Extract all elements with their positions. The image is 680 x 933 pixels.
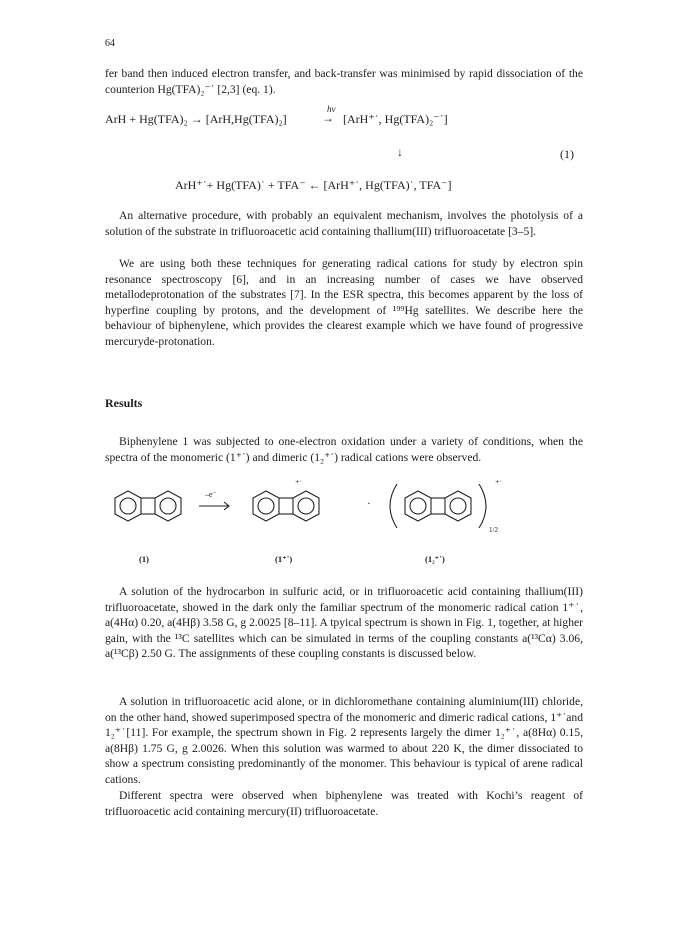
intro-paragraph: fer band then induced electron transfer, and back-transfer was minimised by rapid dissociation of the counterion Hg(TFA)₂⁻˙ [2,3] (eq. 1).: [105, 67, 583, 96]
structure-label-2: (1⁺˙): [275, 554, 293, 564]
equation-down-arrow: ↓: [397, 145, 403, 159]
equation-hv-label: hν: [327, 104, 336, 114]
paragraph-solution-trifluoroacetic: A solution in trifluoroacetic acid alone, or in dichloromethane containing aluminium(III) chloride, on the other hand, showed superimposed spectra of the monomeric and dimeric radical cations, 1⁺˙and 1₂⁺˙[11]. For example, the spectrum shown in Fig. 2 represents largely the dimer 1₂⁺˙, a(8Hα) 0.15, a(8Hβ) 1.75 G, g 2.0026. When this solution was warmed to about 220 K, the dimer dissociated to show a spectrum consisting predominantly of the monomer. This behaviour is typical of arene radical cations.: [105, 695, 583, 786]
structure-label-3: (1₂⁺˙): [425, 554, 445, 564]
structure-label-1: (1): [139, 554, 149, 564]
paragraph-techniques: We are using both these techniques for generating radical cations for study by electron spin resonance spectroscopy [6], and in an increasing number of cases we have observed metallodeprotonation of the substrates [7]. In the ESR spectra, this becomes apparent by the loss of hyperfine coupling by protons, and the development of ¹⁹⁹Hg satellites. We describe here the behaviour of biphenylene, which provides the clearest example which we have found of progressive mercuryde-protonation.: [105, 257, 583, 348]
equation-arrow: →: [322, 111, 334, 125]
paragraph-solution-sulfuric: A solution of the hydrocarbon in sulfuric acid, or in trifluoroacetic acid containing thallium(III) trifluoroacetate, showed in the dark only the familiar spectrum of the monomeric radical cation 1⁺˙, a(4Hα) 0.20, a(4Hβ) 3.58 G, g 2.0025 [8–11]. A tpyical spectrum is shown in Fig. 1, together, at higher gain, with the ¹³C satellites which can be simulated in terms of the coupling constants a(¹³Cα) 3.06, a(¹³Cβ) 2.50 G. The assignments of these coupling constants is discussed below.: [105, 585, 583, 661]
equation-line2: ArH⁺˙+ Hg(TFA)˙ + TFA⁻ ← [ArH⁺˙, Hg(TFA)˙, TFA⁻]: [175, 178, 452, 192]
half-subscript: 1/2: [489, 526, 498, 534]
biphenylene-structures: [105, 484, 583, 574]
biphenylene-cation-structure: [253, 491, 319, 521]
equation-number: (1): [560, 147, 574, 161]
paragraph-alternative: An alternative procedure, with probably an equivalent mechanism, involves the photolysis of a solution of the substrate in trifluoroacetic acid containing thallium(III) trifluoroacetate [3–5].: [105, 209, 583, 238]
paragraph-different-spectra: Different spectra were observed when biphenylene was treated with Kochi’s reagent of trifluoroacetic acid containing mercury(II) trifluoroacetate.: [105, 789, 583, 818]
structure-scheme: [105, 478, 583, 574]
biphenylene-structure-1: [115, 491, 181, 521]
page-number: 64: [105, 38, 115, 49]
dimer-dot: ⁺˙: [495, 478, 503, 488]
equation-line1-left: ArH + Hg(TFA)₂ → [ArH,Hg(TFA)₂]: [105, 112, 287, 126]
dot-separator: ·: [367, 498, 371, 510]
biphenylene-dimer-structure: [390, 484, 486, 528]
cation-dot: ⁺˙: [295, 478, 303, 488]
results-heading: Results: [105, 396, 143, 410]
paragraph-biphenylene: Biphenylene 1 was subjected to one-electron oxidation under a variety of conditions, when the spectra of the monomeric (1⁺˙) and dimeric (1₂⁺˙) radical cations were observed.: [105, 435, 583, 464]
equation-line1-right: [ArH⁺˙, Hg(TFA)₂⁻˙]: [343, 112, 448, 126]
reagent-label: –e⁻: [205, 490, 217, 499]
